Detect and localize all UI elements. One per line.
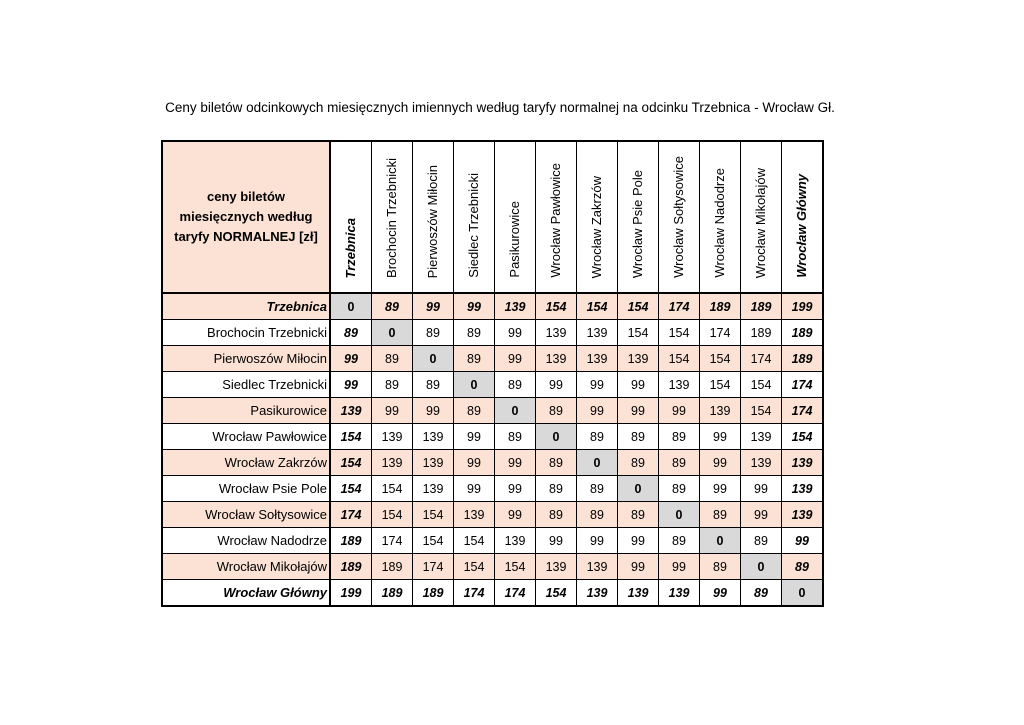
diagonal-cell: 0 xyxy=(330,293,372,320)
fare-cell: 89 xyxy=(454,398,495,424)
fare-cell: 89 xyxy=(659,528,700,554)
fare-cell: 99 xyxy=(700,476,741,502)
fare-cell: 139 xyxy=(618,346,659,372)
fare-cell: 199 xyxy=(330,580,372,607)
column-header xyxy=(454,141,495,293)
fare-cell: 99 xyxy=(495,502,536,528)
fare-cell: 139 xyxy=(330,398,372,424)
fare-cell: 89 xyxy=(700,502,741,528)
fare-cell: 139 xyxy=(413,424,454,450)
fare-cell: 139 xyxy=(536,346,577,372)
fare-cell: 189 xyxy=(372,580,413,607)
fare-cell: 154 xyxy=(700,346,741,372)
fare-cell: 174 xyxy=(372,528,413,554)
fare-cell: 139 xyxy=(741,424,782,450)
fare-cell: 139 xyxy=(700,398,741,424)
row-header: Trzebnica xyxy=(162,293,330,320)
fare-cell: 154 xyxy=(413,502,454,528)
fare-cell: 189 xyxy=(413,580,454,607)
fare-cell: 89 xyxy=(618,450,659,476)
document-title: Ceny biletów odcinkowych miesięcznych imiennych według taryfy normalnej na odcinku Trzebnica - Wrocław Gł. xyxy=(165,100,835,115)
table-row xyxy=(162,320,823,346)
fare-cell: 99 xyxy=(618,554,659,580)
fare-cell: 99 xyxy=(618,398,659,424)
fare-cell: 89 xyxy=(495,424,536,450)
fare-cell: 154 xyxy=(330,424,372,450)
fare-cell: 154 xyxy=(372,502,413,528)
diagonal-cell: 0 xyxy=(495,398,536,424)
column-header xyxy=(372,141,413,293)
fare-cell: 99 xyxy=(741,502,782,528)
fare-cell: 139 xyxy=(659,372,700,398)
fare-cell: 99 xyxy=(454,424,495,450)
fare-cell: 99 xyxy=(495,346,536,372)
column-header xyxy=(782,141,824,293)
fare-cell: 99 xyxy=(413,293,454,320)
fare-cell: 154 xyxy=(741,398,782,424)
column-header xyxy=(577,141,618,293)
column-header xyxy=(741,141,782,293)
diagonal-cell: 0 xyxy=(577,450,618,476)
fare-cell: 89 xyxy=(536,398,577,424)
fare-cell: 174 xyxy=(495,580,536,607)
fare-cell: 89 xyxy=(495,372,536,398)
diagonal-cell: 0 xyxy=(659,502,700,528)
fare-cell: 99 xyxy=(536,372,577,398)
row-header: Pierwoszów Miłocin xyxy=(162,346,330,372)
fare-cell: 89 xyxy=(741,528,782,554)
column-header xyxy=(618,141,659,293)
fare-cell: 99 xyxy=(495,476,536,502)
column-header xyxy=(659,141,700,293)
table-row xyxy=(162,476,823,502)
table-row xyxy=(162,502,823,528)
fare-cell: 154 xyxy=(372,476,413,502)
fare-cell: 139 xyxy=(372,424,413,450)
fare-cell: 89 xyxy=(372,346,413,372)
fare-cell: 189 xyxy=(330,528,372,554)
fare-cell: 89 xyxy=(700,554,741,580)
row-header: Wrocław Główny xyxy=(162,580,330,607)
column-header-label: Siedlec Trzebnicki xyxy=(466,173,481,278)
table-row xyxy=(162,554,823,580)
diagonal-cell: 0 xyxy=(454,372,495,398)
fare-cell: 89 xyxy=(577,502,618,528)
column-header-label: Trzebnica xyxy=(343,217,358,278)
fare-cell: 89 xyxy=(536,502,577,528)
column-header xyxy=(330,141,372,293)
fare-cell: 99 xyxy=(659,398,700,424)
fare-cell: 89 xyxy=(330,320,372,346)
table-row xyxy=(162,293,823,320)
fare-cell: 99 xyxy=(454,293,495,320)
fare-cell: 89 xyxy=(659,450,700,476)
row-header: Wrocław Sołtysowice xyxy=(162,502,330,528)
fare-cell: 89 xyxy=(659,424,700,450)
fare-cell: 99 xyxy=(700,424,741,450)
fare-cell: 139 xyxy=(577,346,618,372)
fare-cell: 99 xyxy=(577,528,618,554)
table-row xyxy=(162,346,823,372)
fare-cell: 154 xyxy=(577,293,618,320)
fare-cell: 99 xyxy=(536,528,577,554)
fare-cell: 99 xyxy=(577,372,618,398)
diagonal-cell: 0 xyxy=(700,528,741,554)
row-header: Wrocław Mikołajów xyxy=(162,554,330,580)
fare-cell: 154 xyxy=(454,528,495,554)
fare-cell: 139 xyxy=(495,528,536,554)
fare-cell: 89 xyxy=(741,580,782,607)
corner-line-3: taryfy NORMALNEJ [zł] xyxy=(174,229,318,244)
fare-cell: 89 xyxy=(577,476,618,502)
fare-cell: 89 xyxy=(618,424,659,450)
fare-cell: 99 xyxy=(659,554,700,580)
fare-cell: 174 xyxy=(700,320,741,346)
column-header-label: Wrocław Sołtysowice xyxy=(671,156,686,278)
diagonal-cell: 0 xyxy=(782,580,824,607)
row-header: Wrocław Psie Pole xyxy=(162,476,330,502)
column-header xyxy=(536,141,577,293)
diagonal-cell: 0 xyxy=(741,554,782,580)
column-header-label: Pasikurowice xyxy=(507,201,522,278)
fare-cell: 139 xyxy=(577,580,618,607)
column-header xyxy=(413,141,454,293)
corner-line-1: ceny biletów xyxy=(206,189,286,204)
fare-cell: 89 xyxy=(372,293,413,320)
fare-cell: 154 xyxy=(700,372,741,398)
fare-cell: 89 xyxy=(782,554,824,580)
fare-cell: 154 xyxy=(536,580,577,607)
diagonal-cell: 0 xyxy=(536,424,577,450)
fare-cell: 189 xyxy=(330,554,372,580)
fare-cell: 89 xyxy=(536,476,577,502)
fare-cell: 89 xyxy=(454,346,495,372)
header-row xyxy=(162,141,823,293)
table-row xyxy=(162,528,823,554)
fare-cell: 174 xyxy=(454,580,495,607)
fare-cell: 174 xyxy=(782,372,824,398)
fare-cell: 99 xyxy=(495,320,536,346)
row-header: Wrocław Nadodrze xyxy=(162,528,330,554)
table-row xyxy=(162,424,823,450)
fare-cell: 154 xyxy=(659,346,700,372)
fare-cell: 199 xyxy=(782,293,824,320)
fare-cell: 154 xyxy=(413,528,454,554)
fare-cell: 99 xyxy=(413,398,454,424)
fare-cell: 89 xyxy=(577,424,618,450)
fare-cell: 99 xyxy=(618,528,659,554)
fare-cell: 139 xyxy=(659,580,700,607)
fare-cell: 89 xyxy=(536,450,577,476)
diagonal-cell: 0 xyxy=(618,476,659,502)
column-header-label: Wrocław Mikołajów xyxy=(753,167,768,278)
fare-cell: 174 xyxy=(741,346,782,372)
fare-cell: 189 xyxy=(782,320,824,346)
fare-cell: 154 xyxy=(454,554,495,580)
table-row xyxy=(162,580,823,607)
fare-cell: 99 xyxy=(782,528,824,554)
row-header: Brochocin Trzebnicki xyxy=(162,320,330,346)
diagonal-cell: 0 xyxy=(372,320,413,346)
fare-cell: 174 xyxy=(659,293,700,320)
fare-cell: 154 xyxy=(330,476,372,502)
fare-cell: 154 xyxy=(618,320,659,346)
fare-cell: 139 xyxy=(618,580,659,607)
row-header: Pasikurowice xyxy=(162,398,330,424)
fare-cell: 139 xyxy=(782,502,824,528)
fare-cell: 174 xyxy=(413,554,454,580)
fare-cell: 89 xyxy=(413,320,454,346)
fare-cell: 89 xyxy=(413,372,454,398)
corner-header xyxy=(162,141,330,293)
fare-cell: 99 xyxy=(618,372,659,398)
fare-cell: 154 xyxy=(782,424,824,450)
row-header: Wrocław Zakrzów xyxy=(162,450,330,476)
fare-cell: 139 xyxy=(741,450,782,476)
fare-table xyxy=(161,140,824,607)
fare-cell: 154 xyxy=(330,450,372,476)
fare-cell: 139 xyxy=(413,476,454,502)
fare-cell: 99 xyxy=(577,398,618,424)
fare-cell: 139 xyxy=(413,450,454,476)
fare-cell: 89 xyxy=(454,320,495,346)
column-header-label: Wrocław Zakrzów xyxy=(589,175,604,278)
fare-cell: 99 xyxy=(700,580,741,607)
fare-cell: 154 xyxy=(618,293,659,320)
table-row xyxy=(162,372,823,398)
fare-cell: 99 xyxy=(330,346,372,372)
fare-cell: 189 xyxy=(372,554,413,580)
fare-cell: 99 xyxy=(454,450,495,476)
column-header-label: Wrocław Psie Pole xyxy=(630,169,645,278)
diagonal-cell: 0 xyxy=(413,346,454,372)
fare-cell: 189 xyxy=(782,346,824,372)
fare-cell: 89 xyxy=(372,372,413,398)
fare-cell: 154 xyxy=(659,320,700,346)
fare-cell: 154 xyxy=(495,554,536,580)
row-header: Wrocław Pawłowice xyxy=(162,424,330,450)
fare-cell: 174 xyxy=(330,502,372,528)
fare-cell: 99 xyxy=(700,450,741,476)
row-header: Siedlec Trzebnicki xyxy=(162,372,330,398)
table-row xyxy=(162,398,823,424)
fare-cell: 139 xyxy=(782,450,824,476)
corner-line-2: miesięcznych według xyxy=(179,209,313,224)
fare-cell: 139 xyxy=(454,502,495,528)
fare-cell: 89 xyxy=(618,502,659,528)
column-header xyxy=(700,141,741,293)
fare-cell: 154 xyxy=(741,372,782,398)
fare-cell: 99 xyxy=(741,476,782,502)
fare-cell: 139 xyxy=(577,320,618,346)
fare-cell: 139 xyxy=(577,554,618,580)
column-header-label: Wrocław Nadodrze xyxy=(712,168,727,278)
fare-cell: 99 xyxy=(330,372,372,398)
fare-cell: 174 xyxy=(782,398,824,424)
fare-table-body xyxy=(162,293,823,606)
fare-cell: 189 xyxy=(700,293,741,320)
column-header-label: Wrocław Główny xyxy=(794,174,809,278)
fare-cell: 139 xyxy=(536,554,577,580)
fare-cell: 99 xyxy=(495,450,536,476)
fare-cell: 154 xyxy=(536,293,577,320)
fare-cell: 89 xyxy=(659,476,700,502)
fare-cell: 139 xyxy=(536,320,577,346)
column-header-label: Brochocin Trzebnicki xyxy=(384,158,399,278)
fare-cell: 189 xyxy=(741,293,782,320)
column-header-label: Pierwoszów Miłocin xyxy=(425,164,440,278)
fare-cell: 139 xyxy=(372,450,413,476)
fare-cell: 99 xyxy=(454,476,495,502)
fare-cell: 139 xyxy=(495,293,536,320)
fare-cell: 139 xyxy=(782,476,824,502)
column-header xyxy=(495,141,536,293)
fare-cell: 99 xyxy=(372,398,413,424)
fare-cell: 189 xyxy=(741,320,782,346)
table-row xyxy=(162,450,823,476)
column-header-label: Wrocław Pawłowice xyxy=(548,163,563,278)
